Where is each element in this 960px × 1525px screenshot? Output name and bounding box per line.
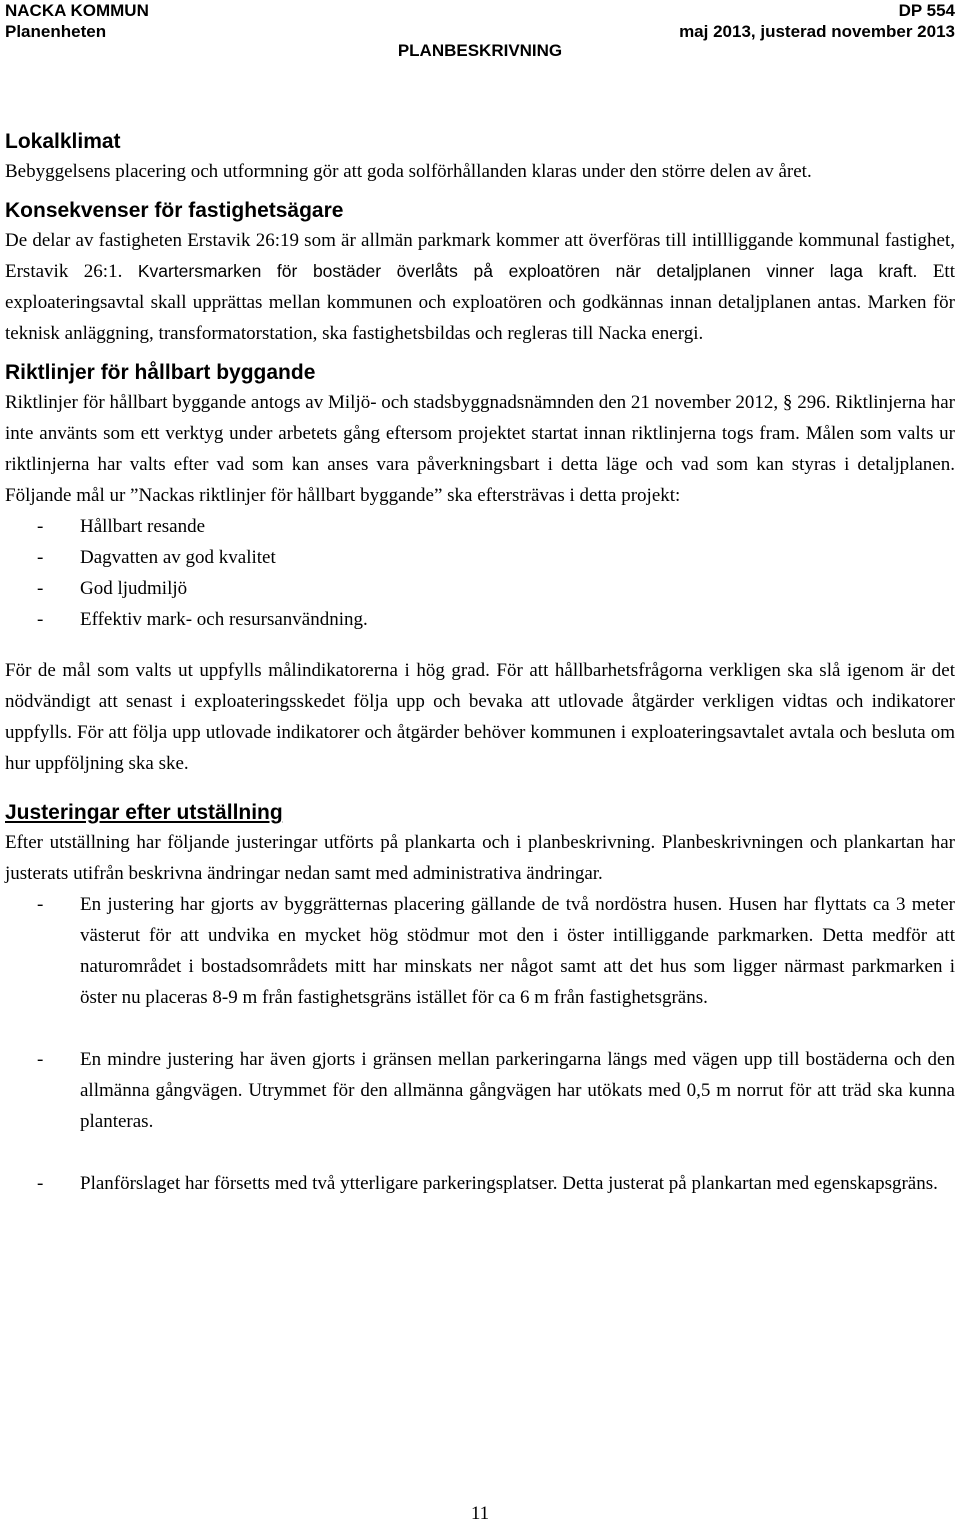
page-number: 11 (470, 1503, 490, 1524)
list-item: - Hållbart resande (5, 511, 955, 542)
header-doc-type: PLANBESKRIVNING (397, 41, 563, 60)
header-doc-id: DP 554 (898, 1, 955, 20)
list-dash: - (37, 1049, 44, 1070)
adjustments-list (5, 889, 955, 1199)
konsekvenser-text-b: Kvartersmarken för bostäder överlåts på exploatören när detaljplanen vinner laga kraft. (137, 261, 918, 281)
list-dash: - (37, 516, 44, 537)
list-dash: - (37, 609, 44, 630)
header-org: NACKA KOMMUN (5, 1, 149, 20)
list-item: - En justering har gjorts av byggrätternas placering gällande de två nordöstra husen. Husen har flyttats ca 3 meter västerut för att undvika en mycket hög stödmur mot den i öster intilliggande parkmarken. Detta medför att naturområdet i bostadsområdets mitt har minskats ner något samt att det hus som ligger närmast parkmarken i öster nu placeras 8-9 m från fastighetsgräns istället för ca 6 m från fastighetsgräns. (5, 889, 955, 1013)
list-item: - God ljudmiljö (5, 573, 955, 604)
list-item: - En mindre justering har även gjorts i gränsen mellan parkeringarna längs med vägen upp till bostäderna och den allmänna gångvägen. Utrymmet för den allmänna gångvägen har utökats med 0,5 m norrut för att träd ska kunna planteras. (5, 1044, 955, 1137)
paragraph-justeringar: Efter utställning har följande justeringar utförts på plankarta och i planbeskrivning. Planbeskrivningen och plankartan har justerats utifrån beskrivna ändringar nedan samt med administrativa ändringar. (5, 832, 955, 884)
paragraph-konsekvenser (5, 225, 955, 349)
list-item: - Effektiv mark- och resursanvändning. (5, 604, 955, 635)
list-dash: - (37, 1173, 44, 1194)
paragraph-riktlinjer: Riktlinjer för hållbart byggande antogs av Miljö- och stadsbyggnadsnämnden den 21 november 2012, § 296. Riktlinjerna har inte använts som ett verktyg under arbetets gång eftersom projektet startat innan riktlinjerna togs fram. Målen som valts ur riktlinjerna har valts efter vad som kan anses vara påverkningsbart i detta läge och vad som kan styras i detaljplanen. Följande mål ur ”Nackas riktlinjer för hållbart byggande” ska eftersträvas i detta projekt: (5, 392, 955, 506)
goals-list (5, 511, 955, 635)
heading-konsekvenser: Konsekvenser för fastighetsägare (5, 199, 344, 222)
heading-lokalklimat: Lokalklimat (5, 130, 121, 153)
list-dash: - (37, 547, 44, 568)
heading-justeringar: Justeringar efter utställning (5, 801, 283, 824)
list-item: - Planförslaget har försetts med två ytterligare parkeringsplatser. Detta justerat på plankartan med egenskapsgräns. (5, 1168, 955, 1199)
header-date: maj 2013, justerad november 2013 (679, 22, 955, 41)
list-item: - Dagvatten av god kvalitet (5, 542, 955, 573)
list-dash: - (37, 894, 44, 915)
paragraph-lokalklimat: Bebyggelsens placering och utformning gör att goda solförhållanden klaras under den större delen av året. (5, 161, 812, 182)
header-right (679, 0, 955, 42)
paragraph-riktlinjer-2: För de mål som valts ut uppfylls målindikatorerna i hög grad. För att hållbarhetsfrågorna verkligen ska slå igenom är det nödvändigt att senast i exploateringsskedet följa upp och bevaka att utlovade åtgärder verkligen vidtas och indikatorer uppfylls. För att följa upp utlovade indikatorer och åtgärder behöver kommunen i exploateringsavtalet avtala och besluta om hur uppföljning ska ske. (5, 660, 955, 774)
konsekvenser-text-a: De delar av fastigheten Erstavik 26:19 som är allmän parkmark kommer att överföras till intillliggande kommunal fastighet, Erstavik 26:1. (5, 230, 955, 282)
konsekvenser-text-c: Ett exploateringsavtal skall upprättas mellan kommunen och exploatören och godkännas innan detaljplanen antas. Marken för teknisk anläggning, transformatorstation, ska fastighetsbildas och regleras till Nacka energi. (5, 261, 955, 344)
heading-riktlinjer: Riktlinjer för hållbart byggande (5, 361, 316, 384)
header-unit: Planenheten (5, 22, 107, 41)
list-dash: - (37, 578, 44, 599)
header-left (5, 0, 149, 42)
main-content (5, 128, 955, 1199)
